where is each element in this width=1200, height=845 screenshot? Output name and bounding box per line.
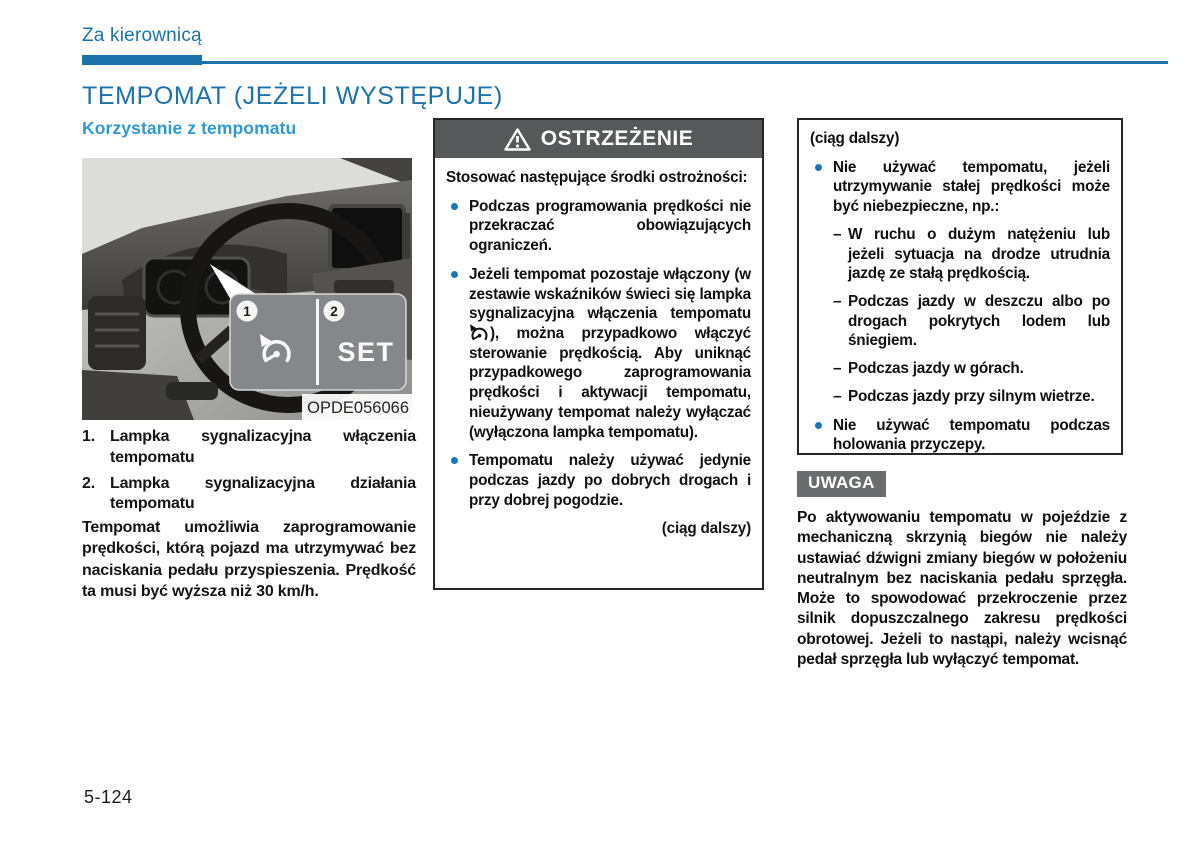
warning-bullet-text-after: ), można przypadkowo włączyć sterowanie prędkością. Aby uniknąć przypadkowego zaprogramowania prędkości i aktywacji tempomatu, nieużywany tempomat należy wyłączać (wyłączona lampka tempomatu). [469,325,751,441]
warning-box [433,118,764,590]
warning-bullet-text: Podczas programowania prędkości nie przekraczać obowiązujących ograniczeń. [469,197,751,255]
figure-legend [82,427,416,520]
warning-sub-item [833,387,1110,407]
header-rule [82,61,1168,64]
warning-sub-item-text: Podczas jazdy przy silnym wietrze. [848,387,1095,405]
warning-bullet-text [469,265,751,442]
warning-bullet-text: Tempomatu należy używać jedynie podczas jazdy po dobrych drogach i przy dobrej pogodzie. [469,452,751,509]
dash-glyph: – [833,225,842,243]
warning-triangle-icon [504,128,531,151]
center-vent [334,280,394,294]
warning-header [435,120,762,158]
legend-item-2 [82,474,416,516]
door-switch [166,382,218,400]
intro-paragraph: Tempomat umożliwia zaprogramowanie prędkości, którą pojazd ma utrzymywać bez naciskania pedału przyspieszenia. Prędkość ta musi być wyższa niż 30 km/h. [82,519,416,600]
page-number: 5-124 [84,787,133,807]
warning-sub-item-text: Podczas jazdy w deszczu albo po drogach pokrytych lodem lub śniegiem. [848,293,1110,350]
warning-bullet-text: Nie używać tempomatu, jeżeli utrzymywanie stałej prędkości może być niebezpieczne, np.: [833,158,1110,216]
warning-bullet [446,265,751,442]
figure-code: OPDE056066 [307,399,409,417]
warning-continued-box [797,118,1123,455]
dashboard-figure [82,158,412,420]
warning-bullet-text-before: Jeżeli tempomat pozostaje włączony (w zestawie wskaźników świeci się lampka sygnalizacyjna włączenia tempomatu [469,265,751,323]
chapter-label: Za kierownicą [82,25,202,46]
page-subtitle: Korzystanie z tempomatu [82,118,297,138]
warning-bullet-text: Nie używać tempomatu podczas holowania przyczepy. [833,416,1110,454]
legend-item-number: 1. [82,428,95,445]
legend-item-text: Lampka sygnalizacyjna działania tempomatu [110,474,416,513]
warning-bullet [810,158,1110,217]
legend-item-text: Lampka sygnalizacyjna włączenia tempomatu [110,428,416,466]
dash-glyph: – [833,387,842,405]
cruise-indicator-inset [230,294,406,390]
dash-glyph: – [833,293,842,311]
warning-sub-item [833,292,1110,351]
warning-sub-item [833,225,1110,284]
warning-sub-item-text: Podczas jazdy w górach. [848,360,1024,378]
bullet-icon [451,457,458,464]
callout-1: 1 [243,304,251,319]
warning-body [435,158,762,544]
set-indicator-label: SET [337,337,395,367]
warning-bullet [810,416,1110,455]
page-title: TEMPOMAT (JEŻELI WYSTĘPUJE) [82,82,503,110]
warning-bullet [446,197,751,256]
bullet-icon [451,271,458,278]
air-vent [88,296,146,370]
bullet-icon [815,422,822,429]
note-paragraph: Po aktywowaniu tempomatu w pojeździe z mechaniczną skrzynią biegów nie należy ustawiać dźwigni zmiany biegów w położeniu neutralnym bez naciskania pedału sprzęgła. Może to spowodować przekroczenie przez silnik dopuszczalnego zakresu prędkości obrotowej. Jeżeli to nastąpi, należy wcisnąć pedał sprzęgła lub wyłączyć tempomat. [797,509,1127,669]
legend-item-1 [82,427,416,469]
callout-2: 2 [330,304,338,319]
dash-glyph: – [833,360,842,378]
warning-title: OSTRZEŻENIE [540,127,694,150]
bullet-icon [451,203,458,210]
note-badge: UWAGA [797,471,886,497]
warning-intro: Stosować następujące środki ostrożności: [446,169,748,186]
bullet-icon [815,164,822,171]
legend-item-number: 2. [82,474,95,492]
continued-label: (ciąg dalszy) [810,130,900,147]
warning-sub-item-text: W ruchu o dużym natężeniu lub jeżeli sytuacja na drodze utrudnia jazdę ze stałą prędkością. [848,225,1110,283]
cruise-control-indicator-icon [469,324,490,342]
screen-buttons [402,213,410,265]
warning-bullet [446,451,751,510]
header-rule-accent [82,55,202,65]
inset-divider [316,299,319,385]
dashboard-photo [82,158,412,420]
continued-label: (ciąg dalszy) [661,519,751,537]
warning-sub-item [833,359,1110,379]
